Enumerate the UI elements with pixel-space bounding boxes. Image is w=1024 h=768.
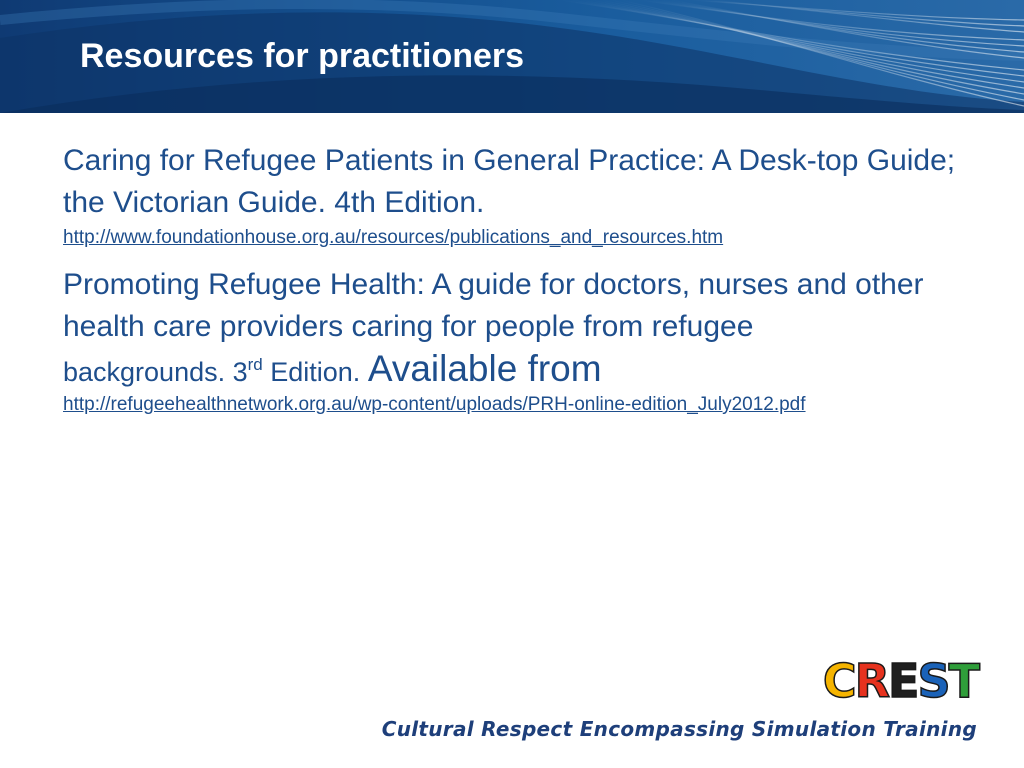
reference-available-from: Available from <box>367 348 602 389</box>
reference-title-edition: Edition. <box>262 357 368 387</box>
reference-title-superscript: rd <box>247 355 263 374</box>
references-list <box>63 140 973 431</box>
crest-logo-letter: R <box>854 654 889 708</box>
reference-title <box>63 264 973 393</box>
header-banner <box>0 0 1024 113</box>
reference-title: Caring for Refugee Patients in General Practice: A Desk-top Guide; the Victorian Guide. 4th Edition. <box>63 144 956 219</box>
crest-logo-letter: S <box>917 654 949 708</box>
reference-title-main: Promoting Refugee Health: A guide for doctors, nurses and other health care providers caring for people from refugee <box>63 268 924 343</box>
page-title: Resources for practitioners <box>80 37 525 75</box>
reference-item <box>63 140 973 250</box>
crest-logo-letter: E <box>888 654 918 708</box>
reference-title-tail: backgrounds. 3 <box>63 357 248 387</box>
brand-tagline: Cultural Respect Encompassing Simulation Training <box>381 717 977 741</box>
crest-logo <box>823 655 978 707</box>
crest-logo-letter: T <box>948 654 978 708</box>
crest-logo-letter: C <box>822 654 855 708</box>
reference-link[interactable]: http://www.foundationhouse.org.au/resources/publications_and_resources.htm <box>63 227 724 248</box>
reference-link[interactable]: http://refugeehealthnetwork.org.au/wp-content/uploads/PRH-online-edition_July2012.pdf <box>63 394 806 415</box>
reference-item <box>63 264 973 417</box>
